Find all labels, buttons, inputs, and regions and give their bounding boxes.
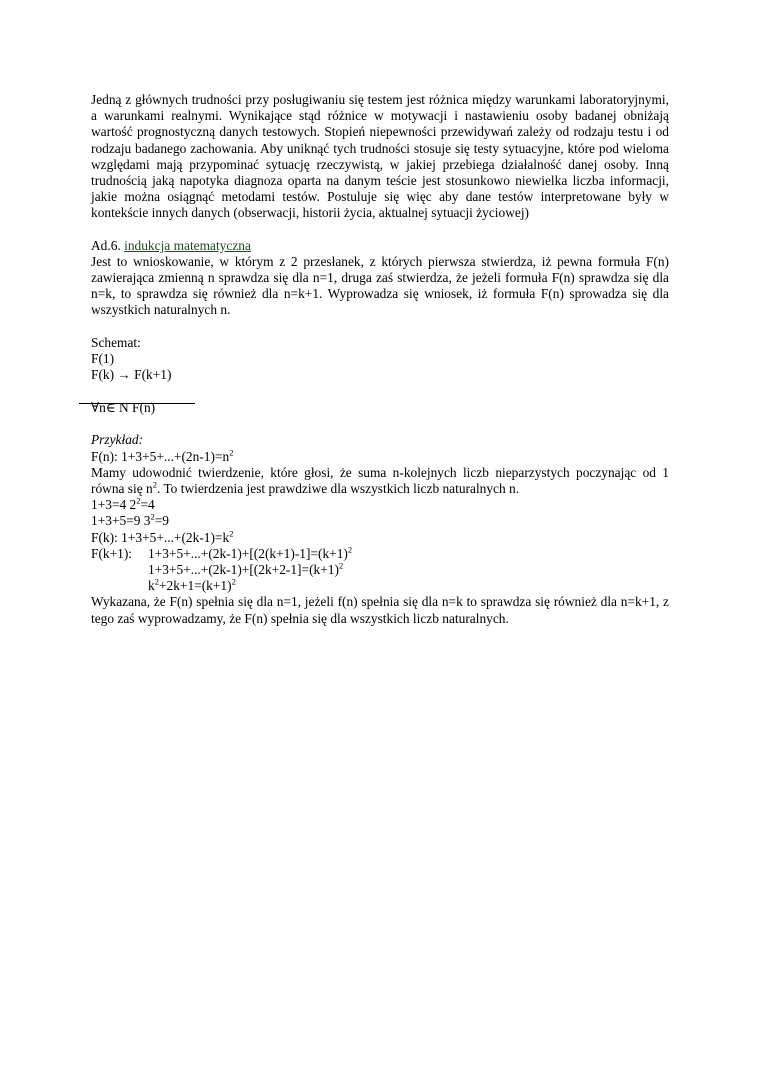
section-prefix: Ad.6. [91,237,121,253]
paragraph-testing-difficulties: Jedną z głównych trudności przy posługiwaniu się testem jest różnica między warunkami laboratoryjnymi, a warunkami realnymi. Wynikające stąd różnice w motywacji i nastawieniu osoby badanej obniżają wartość prognostyczną danych testowych. Stopień niepewności przewidywań zależy od rodzaju testu i od rodzaju badanego zachowania. Aby uniknąć tych trudności stosuje się testy sytuacyjne, które pod wieloma względami mają przypominać sytuację rzeczywistą, w jakiej przebiega działalność danej osoby. Inną trudnością jaką napotyka diagnoza oparta na danym teście jest stosunkowo niewielka liczba informacji, jakie można osiągnąć metodami testów. Postuluje się więc aby dane testów interpretowane były w kontekście innych danych (obserwacji, historii życia, aktualnej sytuacji życiowej) [91,92,669,221]
schema-conclusion: ∀n∈ N F(n) [91,400,156,416]
example-fk1-line-3: $k^2+2k+1=(k+1)^2$ [148,576,236,594]
induction-link[interactable]: indukcja matematyczna [124,237,251,253]
example-statement: Mamy udowodnić twierdzenie, które głosi, że suma n-kolejnych liczb nieparzystych poczynając od 1 równa się $n^2$. To twierdzenia jest prawdziwe dla wszystkich liczb naturalnych n. [91,464,669,497]
schema-premise-1: F(1) [91,350,115,366]
example-label: Przykład: [91,432,144,448]
example-fk: F(k): $1+3+5+...+(2k-1)=k^2$ [91,528,234,545]
document-body [91,92,669,627]
paragraph-induction-definition: Jest to wnioskowanie, w którym z 2 przesłanek, z których pierwsza stwierdza, iż pewna formuła F(n) zawierająca zmienną n sprawdza się dla n=1, druga zaś stwierdza, że jeżeli formuła F(n) sprawdza się dla n=k, to sprawdza się również dla n=k+1. Wyprowadza się wniosek, iż formuła F(n) sprowadza się dla wszystkich naturalnych n. [91,253,669,318]
example-conclusion: Wykazana, że F(n) spełnia się dla n=1, jeżeli f(n) spełnia się dla n=k to sprawdza się również dla n=k+1, z tego zaś wyprowadzamy, że F(n) spełnia się dla wszystkich liczb naturalnych. [91,594,669,626]
schema-label: Schemat: [91,334,141,350]
example-case-2: 1+3+5=9 $3^2=9$ [91,512,169,529]
section-ad6-heading [91,238,669,254]
example-fk1-line-2: $1+3+5+...+(2k-1)+[(2k+2-1]=(k+1)^2$ [148,560,344,578]
example-fk1-line-1: F(k+1): $1+3+5+...+(2k-1)+[(2(k+1)-1]=(k+1)^2$ [91,544,353,561]
schema-premise-2: F(k) → F(k+1) [91,367,172,383]
example-formula: F(n): $1+3+5+...+(2n-1)=n^2$ [91,447,234,464]
example-case-1: 1+3=4 $2^2=4$ [91,495,155,513]
schema-inference-rule [79,403,195,404]
